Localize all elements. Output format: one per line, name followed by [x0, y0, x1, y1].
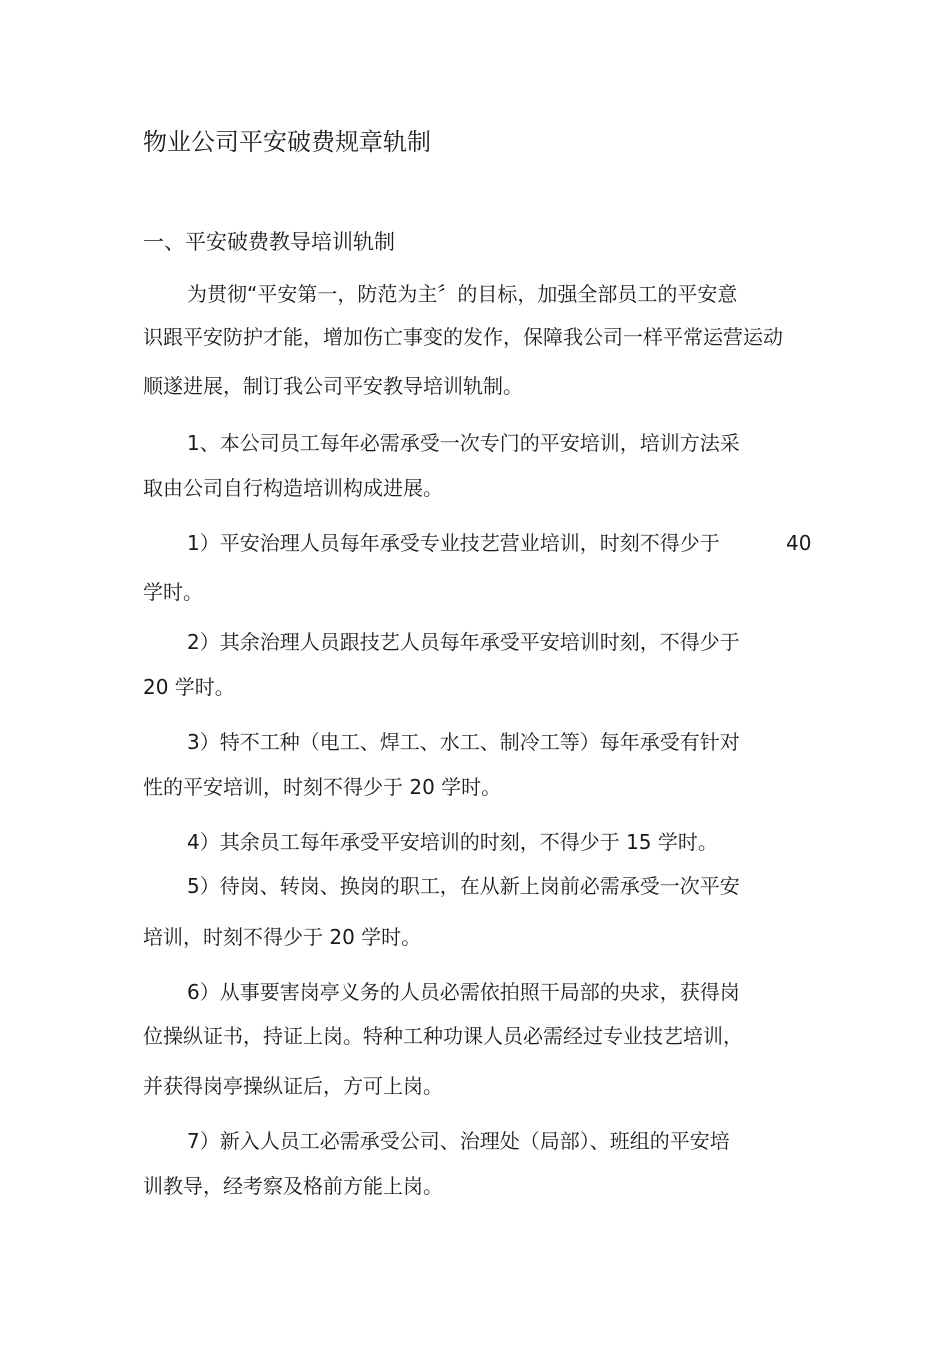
sub-item-3-line: 性的平安培训，时刻不得少于 20 学时。 — [143, 775, 502, 799]
sub-item-1-line: 学时。 — [143, 580, 203, 604]
paragraph-line: 顺遂进展，制订我公司平安教导培训轨制。 — [143, 374, 523, 398]
sub-item-6-line: 并获得岗亭操纵证后，方可上岗。 — [143, 1074, 443, 1098]
sub-item-2-line: 2）其余治理人员跟技艺人员每年承受平安培训时刻，不得少于 — [187, 630, 740, 654]
sub-item-2-line: 20 学时。 — [143, 675, 235, 699]
document-title: 物业公司平安破费规章轨制 — [143, 128, 431, 156]
sub-item-5-line: 5）待岗、转岗、换岗的职工，在从新上岗前必需承受一次平安 — [187, 874, 740, 898]
paragraph-line: 为贯彻“平安第一，防范为主〞的目标，加强全部员工的平安意 — [187, 282, 738, 306]
sub-item-3-line: 3）特不工种（电工、焊工、水工、制冷工等）每年承受有针对 — [187, 730, 740, 754]
sub-item-5-line: 培训，时刻不得少于 20 学时。 — [143, 925, 422, 949]
sub-item-1-line: 1）平安治理人员每年承受专业技艺营业培训，时刻不得少于 — [187, 531, 720, 555]
sub-item-4-line: 4）其余员工每年承受平安培训的时刻，不得少于 15 学时。 — [187, 830, 718, 854]
section-heading: 一、平安破费教导培训轨制 — [143, 230, 395, 254]
sub-item-7-line: 训教导，经考察及格前方能上岗。 — [143, 1174, 443, 1198]
item-1-line: 取由公司自行构造培训构成进展。 — [143, 476, 443, 500]
sub-item-6-line: 位操纵证书，持证上岗。特种工种功课人员必需经过专业技艺培训， — [143, 1024, 743, 1048]
sub-item-6-line: 6）从事要害岗亭义务的人员必需依拍照干局部的央求，获得岗 — [187, 980, 740, 1004]
sub-item-7-line: 7）新入人员工必需承受公司、治理处（局部）、班组的平安培 — [187, 1129, 730, 1153]
sub-item-1-hours: 40 — [786, 531, 812, 555]
paragraph-line: 识跟平安防护才能，增加伤亡事变的发作，保障我公司一样平常运营运动 — [143, 325, 783, 349]
item-1-line: 1、本公司员工每年必需承受一次专门的平安培训，培训方法采 — [187, 431, 740, 455]
